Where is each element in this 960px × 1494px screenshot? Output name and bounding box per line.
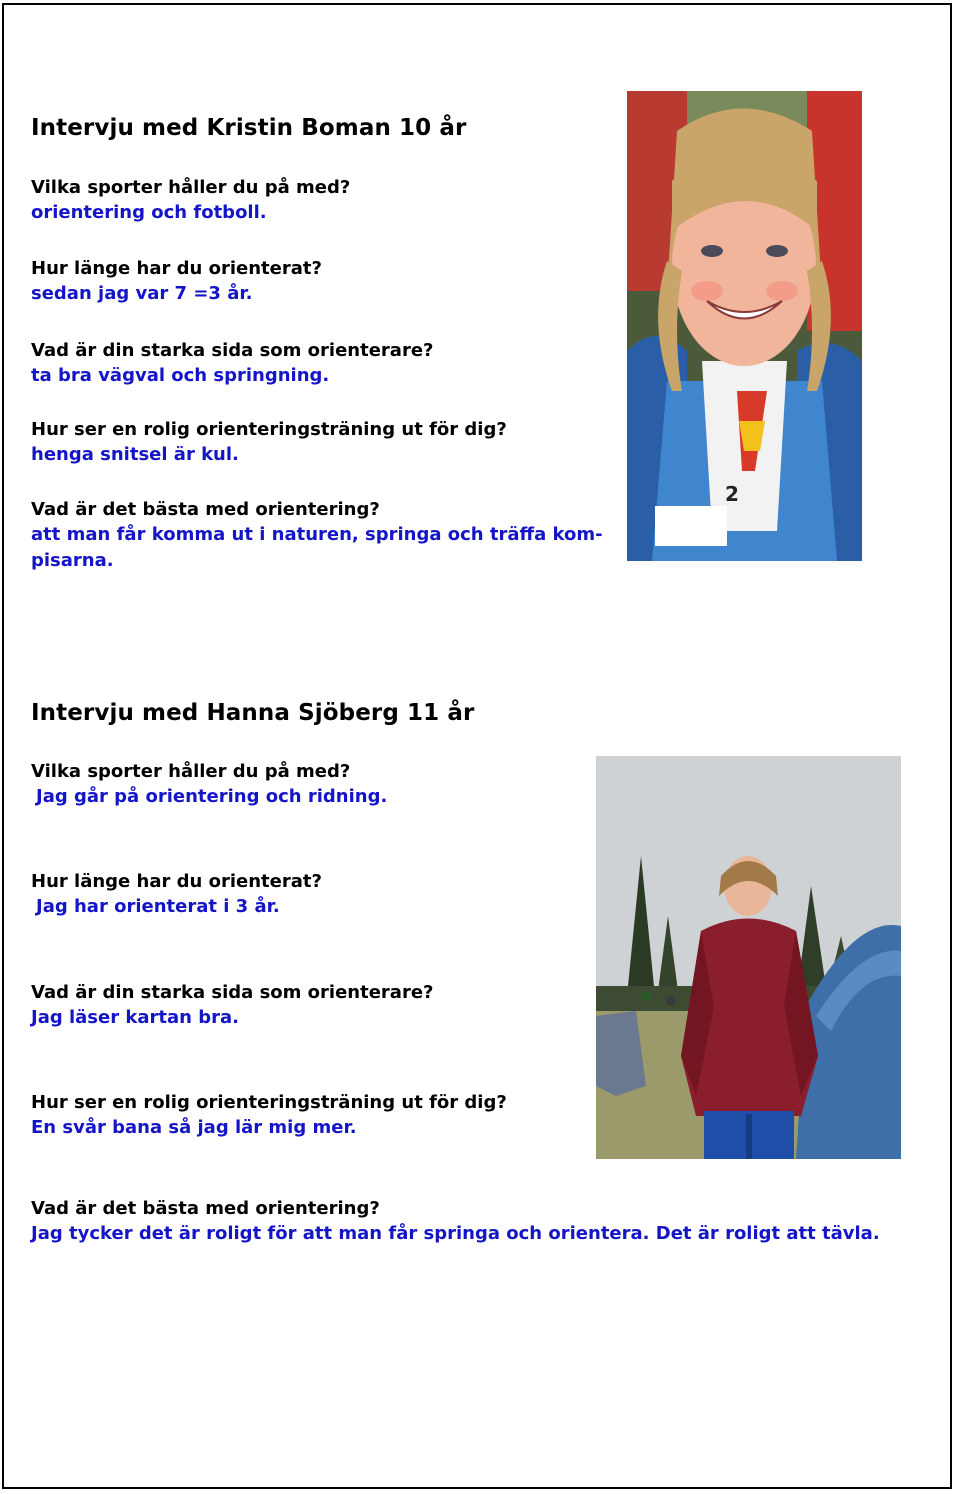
answer: Jag läser kartan bra. xyxy=(31,1007,239,1028)
question: Vad är din starka sida som orienterare? xyxy=(31,982,434,1003)
portrait-photo-hanna xyxy=(596,756,901,1159)
answer: Jag har orienterat i 3 år. xyxy=(36,896,280,917)
portrait-photo-kristin xyxy=(627,91,862,561)
answer: sedan jag var 7 =3 år. xyxy=(31,283,253,304)
answer: orientering och fotboll. xyxy=(31,202,267,223)
interview-title: Intervju med Hanna Sjöberg 11 år xyxy=(31,700,475,726)
interview-title: Intervju med Kristin Boman 10 år xyxy=(31,115,467,141)
answer: att man får komma ut i naturen, springa och träffa kom- pisarna. xyxy=(31,524,603,571)
question: Hur ser en rolig orienteringsträning ut för dig? xyxy=(31,419,507,440)
question: Vilka sporter håller du på med? xyxy=(31,177,351,198)
answer: En svår bana så jag lär mig mer. xyxy=(31,1117,357,1138)
question: Vad är det bästa med orientering? xyxy=(31,1198,380,1219)
question: Hur ser en rolig orienteringsträning ut för dig? xyxy=(31,1092,507,1113)
answer: henga snitsel är kul. xyxy=(31,444,239,465)
answer: Jag går på orientering och ridning. xyxy=(36,786,388,807)
question: Hur länge har du orienterat? xyxy=(31,871,322,892)
answer: ta bra vägval och springning. xyxy=(31,365,330,386)
question: Vad är det bästa med orientering? xyxy=(31,499,380,520)
bib-number: 2 xyxy=(725,482,739,506)
question: Vad är din starka sida som orienterare? xyxy=(31,340,434,361)
question: Vilka sporter håller du på med? xyxy=(31,761,351,782)
question: Hur länge har du orienterat? xyxy=(31,258,322,279)
answer: Jag tycker det är roligt för att man får springa och orientera. Det är roligt att tävla. xyxy=(31,1223,880,1244)
